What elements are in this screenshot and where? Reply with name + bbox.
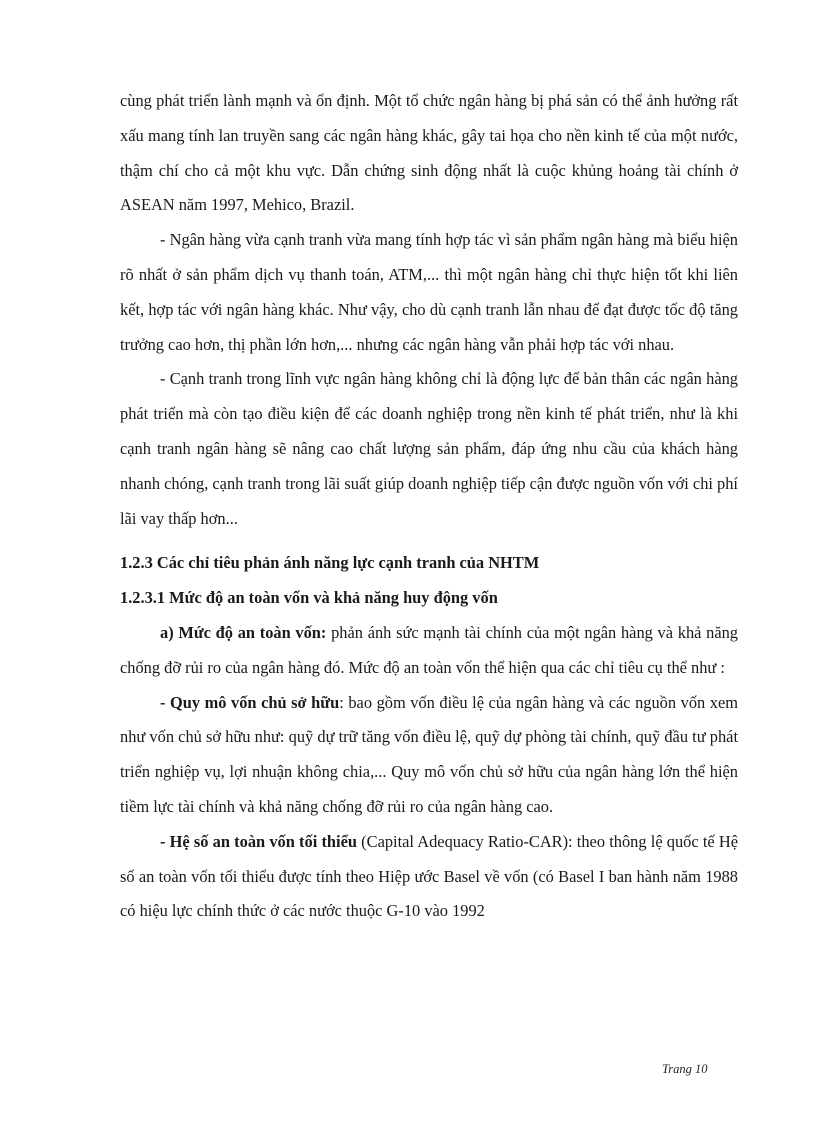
section-heading-1-2-3-1: 1.2.3.1 Mức độ an toàn vốn và khả năng huy động vốn xyxy=(120,588,498,608)
equity-scale-label: - Quy mô vốn chủ sở hữu xyxy=(160,692,340,712)
car-text: (Capital Adequacy Ratio-CAR): theo thông lệ quốc tế Hệ số an toàn vốn tối thiểu được tính theo Hiệp ước Basel về vốn (có Basel I ban hành năm 1988 có hiệu lực chính thức ở các nước thuộc G-10 vào 1992 xyxy=(120,831,738,921)
paragraph-car xyxy=(120,825,738,929)
car-label: - Hệ số an toàn vốn tối thiểu xyxy=(160,831,357,851)
paragraph-capital-safety xyxy=(120,616,738,686)
paragraph-competition-benefits: - Cạnh tranh trong lĩnh vực ngân hàng không chỉ là động lực để bản thân các ngân hàng phát triển mà còn tạo điều kiện để các doanh nghiệp trong nền kinh tế phát triển, như là khi cạnh tranh ngân hàng sẽ nâng cao chất lượng sản phẩm, đáp ứng nhu cầu của khách hàng nhanh chóng, cạnh tranh trong lãi suất giúp doanh nghiệp tiếp cận được nguồn vốn với chi phí lãi vay thấp hơn... xyxy=(120,369,738,528)
paragraph-equity-scale xyxy=(120,686,738,825)
page-number: Trang 10 xyxy=(662,1062,708,1076)
paragraph-cooperation: - Ngân hàng vừa cạnh tranh vừa mang tính hợp tác vì sản phẩm ngân hàng mà biểu hiện rõ nhất ở sản phẩm dịch vụ thanh toán, ATM,... thì một ngân hàng chỉ thực hiện tốt khi liên kết, hợp tác với ngân hàng khác. Như vậy, cho dù cạnh tranh lẫn nhau để đạt được tốc độ tăng trưởng cao hơn, thị phần lớn hơn,... nhưng các ngân hàng vẫn phải hợp tác với nhau. xyxy=(120,230,738,354)
capital-safety-label: a) Mức độ an toàn vốn: xyxy=(160,622,327,642)
capital-safety-text: phản ánh sức mạnh tài chính của một ngân hàng và khả năng chống đỡ rủi ro của ngân hàng đó. Mức độ an toàn vốn thể hiện qua các chỉ tiêu cụ thể như : xyxy=(120,622,738,677)
paragraph-continuation: cùng phát triển lành mạnh và ổn định. Một tổ chức ngân hàng bị phá sản có thể ảnh hưởng rất xấu mang tính lan truyền sang các ngân hàng khác, gây tai họa cho nền kinh tế của một nước, thậm chí cho cả một khu vực. Dẫn chứng sinh động nhất là cuộc khủng hoảng tài chính ở ASEAN năm 1997, Mehico, Brazil. xyxy=(120,91,738,215)
document-page xyxy=(120,84,738,929)
section-heading-1-2-3: 1.2.3 Các chỉ tiêu phản ánh năng lực cạnh tranh của NHTM xyxy=(120,553,540,573)
equity-scale-text: : bao gồm vốn điều lệ của ngân hàng và các nguồn vốn xem như vốn chủ sở hữu như: quỹ dự trữ tăng vốn điều lệ, quỹ dự phòng tài chính, quỹ đầu tư phát triển nghiệp vụ, lợi nhuận không chia,... Quy mô vốn chủ sở hữu của ngân hàng lớn thể hiện tiềm lực tài chính và khả năng chống đỡ rủi ro của ngân hàng cao. xyxy=(120,692,738,816)
